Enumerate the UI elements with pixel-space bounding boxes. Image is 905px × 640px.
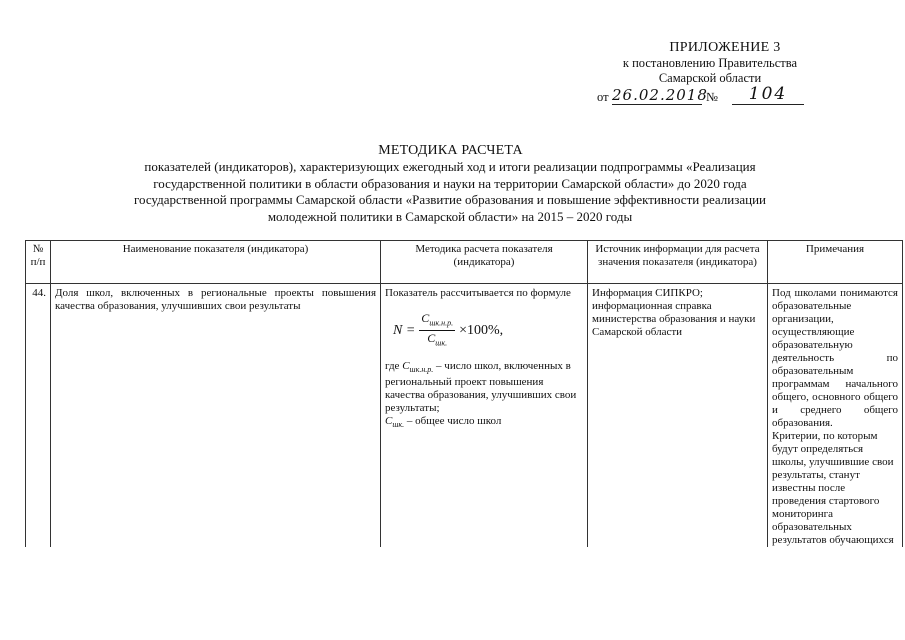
- row-source: Информация СИПКРО; информационная справка министерства образования и науки Самарской области: [588, 284, 768, 548]
- appendix-line-2: Самарской области: [658, 71, 762, 85]
- document-subtitle: [60, 159, 840, 225]
- formula-definitions: [385, 360, 583, 431]
- definition-2-subscript: шк.: [392, 420, 405, 430]
- row-method: [381, 284, 588, 548]
- appendix-line-1: к постановлению Правительства: [622, 56, 798, 70]
- definition-1-symbol: С: [402, 359, 410, 372]
- formula-lhs: N =: [393, 323, 416, 339]
- date-number-line: [597, 84, 812, 108]
- number-handwritten: 104: [732, 84, 804, 105]
- formula-fraction: [419, 312, 455, 350]
- subtitle-line: молодежной политики в Самарской области» на 2015 – 2020 годы: [267, 208, 633, 224]
- row-notes: [768, 284, 903, 548]
- note-2: Критерии, по которым будут определяться школы, улучшившие свои результаты, станут известны после проведения стартового мониторинга образовательных результатов обучающихся: [772, 430, 894, 546]
- definition-1-subscript: шк.н.р.: [409, 364, 434, 374]
- definition-2-symbol: С: [385, 414, 393, 427]
- definition-1-text: – число школ, включенных в региональный проект повышения качества образования, улучшивших свои результаты;: [385, 359, 577, 414]
- table-row: [26, 284, 903, 548]
- definition-2-text: – общее число школ: [406, 414, 502, 427]
- header-name: Наименование показателя (индикатора): [51, 241, 381, 284]
- formula: [393, 312, 583, 350]
- header-number: № п/п: [26, 241, 51, 284]
- date-prefix: от: [597, 90, 609, 104]
- subtitle-line: показателей (индикаторов), характеризующих ежегодный ход и итоги реализации подпрограммы «Реализация: [144, 159, 756, 174]
- formula-tail: ×100%,: [459, 323, 504, 339]
- date-handwritten: 26.02.2018: [612, 86, 708, 104]
- numerator-subscript: шк.н.р.: [429, 318, 454, 328]
- denominator-symbol: С: [427, 331, 436, 346]
- number-prefix: №: [706, 90, 718, 104]
- subtitle-line: государственной программы Самарской области «Развитие образования и повышение эффективности реализации: [134, 192, 766, 207]
- definition-2: [385, 415, 583, 431]
- indicator-table: [25, 240, 903, 547]
- row-number: 44.: [26, 284, 51, 548]
- row-indicator-name: Доля школ, включенных в региональные проекты повышения качества образования, улучшивших свои результаты: [51, 284, 381, 548]
- appendix-block: [580, 40, 840, 86]
- appendix-title: ПРИЛОЖЕНИЕ 3: [669, 40, 781, 55]
- header-notes: Примечания: [768, 241, 903, 284]
- header-method: Методика расчета показателя (индикатора): [381, 241, 588, 284]
- definition-prefix: где: [385, 359, 400, 372]
- document-title: МЕТОДИКА РАСЧЕТА: [378, 143, 523, 158]
- denominator-subscript: шк.: [435, 338, 448, 348]
- table-header-row: [26, 241, 903, 284]
- method-intro: Показатель рассчитывается по формуле: [385, 287, 571, 299]
- subtitle-line: государственной политики в области образования и науки на территории Самарской области» до 2020 года: [153, 175, 747, 191]
- formula-denominator: [427, 331, 447, 349]
- definition-1: [385, 360, 583, 415]
- formula-numerator: [419, 312, 455, 331]
- numerator-symbol: С: [421, 311, 430, 325]
- header-source: Источник информации для расчета значения показателя (индикатора): [588, 241, 768, 284]
- note-1: Под школами понимаются образовательные организации, осуществляющие образовательную деятельность по образовательным программам начального общего, основного общего и среднего общего образования.: [772, 287, 898, 429]
